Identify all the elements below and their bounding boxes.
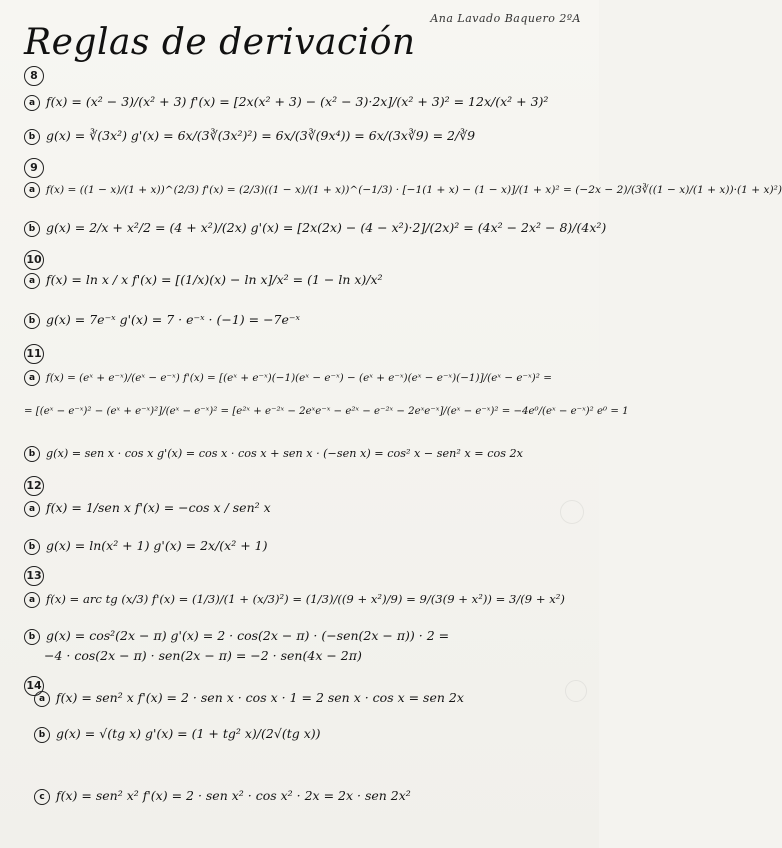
item-label: b [24, 129, 40, 145]
exercise-line [24, 220, 606, 237]
item-label: b [24, 313, 40, 329]
equation: g(x) = ln(x² + 1) g'(x) = 2x/(x² + 1) [46, 538, 268, 553]
exercise-number: 14 [24, 676, 44, 696]
exercise-line [24, 312, 300, 329]
equation: g(x) = 2/x + x²/2 = (4 + x²)/(2x) g'(x) = [2x(2x) − (4 − x²)·2]/(2x)² = (4x² − 2x² − 8)/(4x²) [46, 220, 607, 235]
item-label: a [24, 182, 40, 198]
exercise-line [24, 500, 271, 517]
bleed-through-mark [560, 500, 584, 524]
item-label: c [34, 789, 50, 805]
exercise-line [24, 370, 552, 386]
exercise-number: 11 [24, 344, 44, 364]
item-label: b [24, 539, 40, 555]
equation: g(x) = cos²(2x − π) g'(x) = 2 · cos(2x − π) · (−sen(2x − π)) · 2 = [46, 628, 450, 643]
item-label: a [24, 95, 40, 111]
equation: f(x) = 1/sen x f'(x) = −cos x / sen² x [46, 500, 271, 515]
item-label: a [34, 691, 50, 707]
bleed-through-mark [565, 680, 587, 702]
exercise-line [24, 94, 548, 111]
equation: g(x) = √(tg x) g'(x) = (1 + tg² x)/(2√(tg x)) [56, 726, 321, 741]
equation: f(x) = ((1 − x)/(1 + x))^(2/3) f'(x) = (2/3)((1 − x)/(1 + x))^(−1/3) · [−1(1 + x) − (1 − x)]/(1 + x)² = (−2x − 2)/(3∛((1 − x)/(1 + x))·(1 + x)²) [46, 184, 782, 196]
exercise-line [24, 272, 383, 289]
page-title: Reglas de derivación [24, 22, 416, 63]
equation: −4 · cos(2x − π) · sen(2x − π) = −2 · sen(4x − 2π) [44, 648, 362, 663]
equation: f(x) = (x² − 3)/(x² + 3) f'(x) = [2x(x² + 3) − (x² − 3)·2x]/(x² + 3)² = 12x/(x² + 3)² [46, 94, 549, 109]
equation: g(x) = sen x · cos x g'(x) = cos x · cos x + sen x · (−sen x) = cos² x − sen² x = cos 2x [46, 447, 523, 460]
equation: f(x) = sen² x f'(x) = 2 · sen x · cos x · 1 = 2 sen x · cos x = sen 2x [56, 690, 464, 705]
exercise-line [44, 648, 362, 663]
exercise-number: 12 [24, 476, 44, 496]
item-label: b [24, 446, 40, 462]
exercise-line [34, 690, 464, 707]
exercise-line [34, 726, 321, 743]
equation: f(x) = (eˣ + e⁻ˣ)/(eˣ − e⁻ˣ) f'(x) = [(eˣ + e⁻ˣ)(−1)(eˣ − e⁻ˣ) − (eˣ + e⁻ˣ)(eˣ − e⁻ˣ)(−1)]/(eˣ − e⁻ˣ)² = [46, 372, 552, 384]
item-label: b [24, 221, 40, 237]
exercise-number: 10 [24, 250, 44, 270]
exercise-line [24, 182, 782, 198]
exercise-line [24, 592, 565, 608]
exercise-number: 13 [24, 566, 44, 586]
item-label: a [24, 501, 40, 517]
item-label: a [24, 370, 40, 386]
exercise-number: 9 [24, 158, 44, 178]
equation: = [(eˣ − e⁻ˣ)² − (eˣ + e⁻ˣ)²]/(eˣ − e⁻ˣ)² = [e²ˣ + e⁻²ˣ − 2eˣe⁻ˣ − e²ˣ − e⁻²ˣ − 2eˣe⁻ˣ]/(eˣ − e⁻ˣ)² = −4e⁰/(eˣ − e⁻ˣ)² e⁰ = 1 [24, 406, 629, 417]
item-label: a [24, 273, 40, 289]
equation: f(x) = sen² x² f'(x) = 2 · sen x² · cos x² · 2x = 2x · sen 2x² [56, 788, 411, 803]
exercise-number: 8 [24, 66, 44, 86]
equation: g(x) = 7e⁻ˣ g'(x) = 7 · e⁻ˣ · (−1) = −7e⁻ˣ [46, 312, 300, 327]
equation: f(x) = arc tg (x/3) f'(x) = (1/3)/(1 + (x/3)²) = (1/3)/((9 + x²)/9) = 9/(3(9 + x²)) = 3/(9 + x²) [46, 592, 565, 606]
equation: f(x) = ln x / x f'(x) = [(1/x)(x) − ln x]/x² = (1 − ln x)/x² [46, 272, 383, 287]
exercise-line [24, 128, 475, 145]
exercise-line [24, 446, 523, 462]
exercise-line [24, 538, 268, 555]
equation: g(x) = ∛(3x²) g'(x) = 6x/(3∛(3x²)²) = 6x/(3∛(9x⁴)) = 6x/(3x∛9) = 2/∛9 [46, 128, 476, 143]
exercise-line [24, 628, 449, 645]
author-name: Ana Lavado Baquero 2ºA [430, 12, 581, 25]
item-label: a [24, 592, 40, 608]
exercise-line [34, 788, 411, 805]
exercise-line [24, 406, 629, 417]
item-label: b [34, 727, 50, 743]
item-label: b [24, 629, 40, 645]
